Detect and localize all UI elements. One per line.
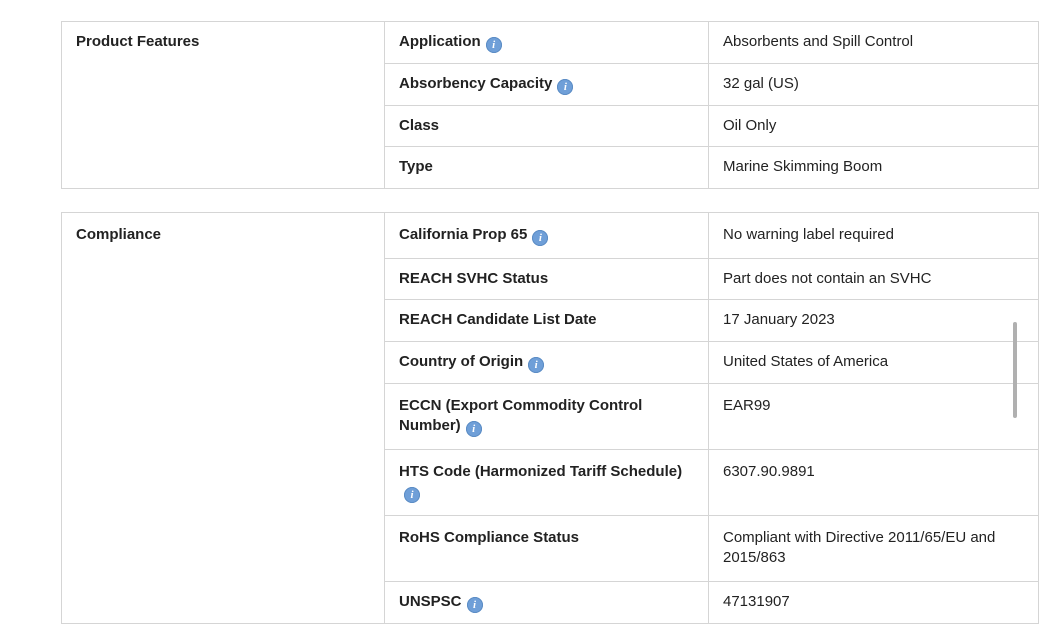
value-cell: Compliant with Directive 2011/65/EU and 2015/863 xyxy=(709,516,1039,582)
attribute-label: Application xyxy=(399,33,481,50)
attribute-label: ECCN (Export Commodity Control Number) xyxy=(399,396,643,434)
info-icon[interactable]: i xyxy=(532,230,548,246)
attribute-cell: REACH SVHC Status xyxy=(385,259,709,300)
scrollbar-thumb[interactable] xyxy=(1013,322,1017,418)
product-features-tbody xyxy=(62,22,1039,189)
value-cell: EAR99 xyxy=(709,383,1039,449)
value-cell: Oil Only xyxy=(709,106,1039,147)
info-icon[interactable]: i xyxy=(486,37,502,53)
attribute-label: Country of Origin xyxy=(399,352,524,370)
compliance-table xyxy=(61,212,1039,624)
attribute-cell xyxy=(385,449,709,515)
attribute-cell: REACH Candidate List Date xyxy=(385,300,709,341)
value-cell: Absorbents and Spill Control xyxy=(709,22,1039,64)
attribute-cell xyxy=(385,581,709,623)
value-cell: 17 January 2023 xyxy=(709,300,1039,341)
attribute-label: California Prop 65 xyxy=(399,226,528,243)
info-icon[interactable]: i xyxy=(467,597,483,613)
compliance-tbody xyxy=(62,213,1039,624)
value-cell: Part does not contain an SVHC xyxy=(709,259,1039,300)
attribute-cell: Type xyxy=(385,147,709,188)
value-cell: 32 gal (US) xyxy=(709,64,1039,106)
page-scrollbar[interactable] xyxy=(1010,0,1018,584)
attribute-cell xyxy=(385,64,709,106)
value-cell: 6307.90.9891 xyxy=(709,449,1039,515)
info-icon[interactable]: i xyxy=(528,357,544,373)
info-icon[interactable]: i xyxy=(404,487,420,503)
product-features-table xyxy=(61,21,1039,189)
attribute-label: HTS Code (Harmonized Tariff Schedule) xyxy=(399,462,683,480)
value-cell: 47131907 xyxy=(709,581,1039,623)
info-icon[interactable]: i xyxy=(557,79,573,95)
value-cell: No warning label required xyxy=(709,213,1039,259)
info-icon[interactable]: i xyxy=(466,421,482,437)
attribute-cell: RoHS Compliance Status xyxy=(385,516,709,582)
value-cell: United States of America xyxy=(709,341,1039,383)
group-label-product-features: Product Features xyxy=(62,22,385,189)
table-row xyxy=(62,213,1039,259)
value-cell: Marine Skimming Boom xyxy=(709,147,1039,188)
table-row xyxy=(62,22,1039,64)
attribute-cell: Class xyxy=(385,106,709,147)
attribute-label: UNSPSC xyxy=(399,592,462,610)
group-label-compliance: Compliance xyxy=(62,213,385,624)
attribute-cell xyxy=(385,341,709,383)
attribute-cell xyxy=(385,213,709,259)
attribute-label: Absorbency Capacity xyxy=(399,75,553,92)
attribute-cell xyxy=(385,22,709,64)
attribute-cell xyxy=(385,383,709,449)
